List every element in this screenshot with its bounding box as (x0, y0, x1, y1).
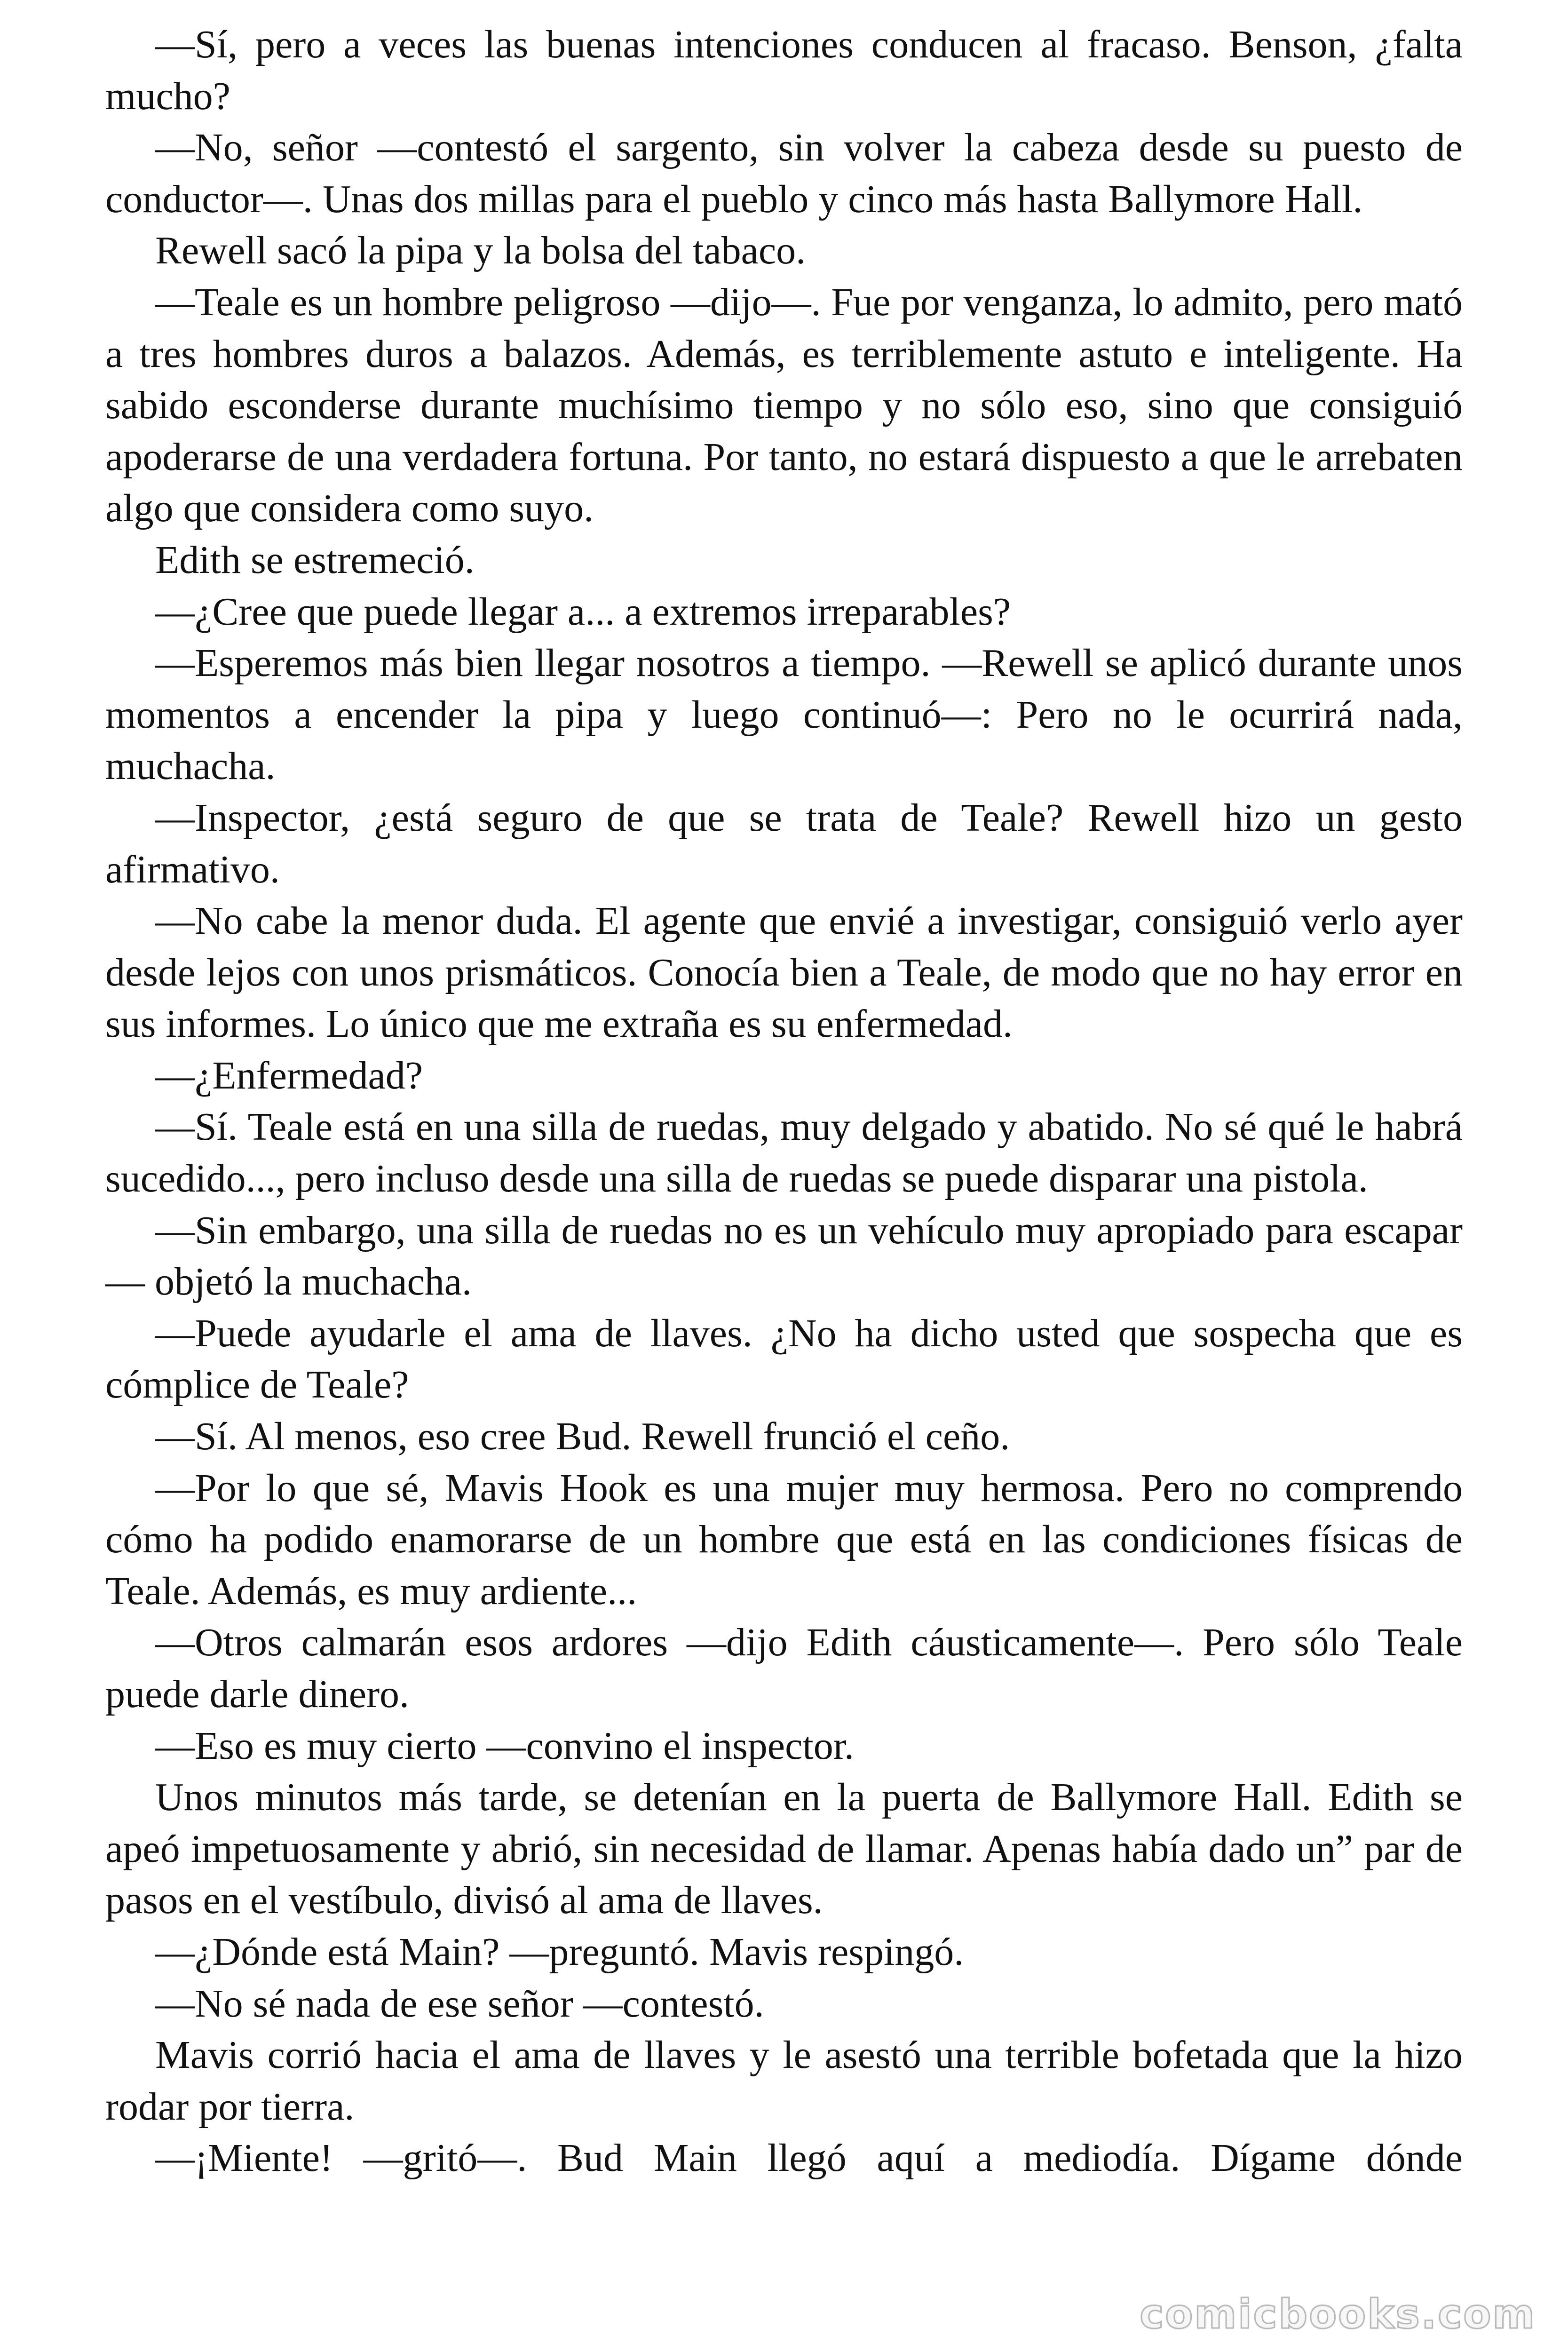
paragraph: —Teale es un hombre peligroso —dijo—. Fue por venganza, lo admito, pero mató a tres hombres duros a balazos. Además, es terriblemente astuto e inteligente. Ha sabido esconderse durante muchísimo tiempo y no sólo eso, sino que consiguió apoderarse de una verdadera fortuna. Por tanto, no estará dispuesto a que le arrebaten algo que considera como suyo. (105, 280, 1463, 531)
watermark-logo: comicbooks.com (1140, 2291, 1536, 2338)
paragraph: —Por lo que sé, Mavis Hook es una mujer muy hermosa. Pero no comprendo cómo ha podido enamorarse de un hombre que está en las condiciones físicas de Teale. Además, es muy ardiente... (105, 1466, 1463, 1613)
paragraph: —Puede ayudarle el ama de llaves. ¿No ha dicho usted que sospecha que es cómplice de Teale? (105, 1311, 1463, 1407)
paragraph: —No cabe la menor duda. El agente que envié a investigar, consiguió verlo ayer desde lejos con unos prismáticos. Conocía bien a Teale, de modo que no hay error en sus informes. Lo único que me extraña es su enfermedad. (105, 899, 1463, 1046)
paragraph: —¡Miente! —gritó—. Bud Main llegó aquí a mediodía. Dígame dónde (155, 2136, 1463, 2180)
paragraph: —Esperemos más bien llegar nosotros a tiempo. —Rewell se aplicó durante unos momentos a encender la pipa y luego continuó—: Pero no le ocurrirá nada, muchacha. (105, 641, 1463, 788)
paragraph: —No, señor —contestó el sargento, sin volver la cabeza desde su puesto de conductor—. Unas dos millas para el pueblo y cinco más hasta Ballymore Hall. (105, 126, 1463, 221)
paragraph: —No sé nada de ese señor —contestó. (155, 1981, 764, 2026)
paragraph: —Otros calmarán esos ardores —dijo Edith cáusticamente—. Pero sólo Teale puede darle dinero. (105, 1621, 1463, 1716)
paragraph: —Sí, pero a veces las buenas intenciones conducen al fracaso. Benson, ¿falta mucho? (105, 23, 1463, 118)
page-text (105, 19, 1463, 2184)
paragraph: —Inspector, ¿está seguro de que se trata de Teale? Rewell hizo un gesto afirmativo. (105, 795, 1463, 891)
paragraph: —¿Dónde está Main? —preguntó. Mavis respingó. (155, 1930, 964, 1974)
paragraph: —¿Enfermedad? (155, 1053, 423, 1097)
paragraph: Rewell sacó la pipa y la bolsa del tabaco. (155, 229, 806, 273)
paragraph: —Eso es muy cierto —convino el inspector. (155, 1724, 855, 1768)
paragraph: —Sí. Al menos, eso cree Bud. Rewell frunció el ceño. (155, 1414, 1010, 1459)
paragraph: —¿Cree que puede llegar a... a extremos irreparables? (155, 589, 1011, 634)
paragraph: —Sí. Teale está en una silla de ruedas, muy delgado y abatido. No sé qué le habrá sucedido..., pero incluso desde una silla de ruedas se puede disparar una pistola. (105, 1105, 1463, 1201)
paragraph: Unos minutos más tarde, se detenían en la puerta de Ballymore Hall. Edith se apeó impetuosamente y abrió, sin necesidad de llamar. Apenas había dado un” par de pasos en el vestíbulo, divisó al ama de llaves. (105, 1775, 1463, 1923)
paragraph: —Sin embargo, una silla de ruedas no es un vehículo muy apropiado para escapar — objetó la muchacha. (105, 1208, 1463, 1304)
paragraph: Mavis corrió hacia el ama de llaves y le asestó una terrible bofetada que la hizo rodar por tierra. (105, 2033, 1463, 2129)
paragraph: Edith se estremeció. (155, 538, 475, 582)
